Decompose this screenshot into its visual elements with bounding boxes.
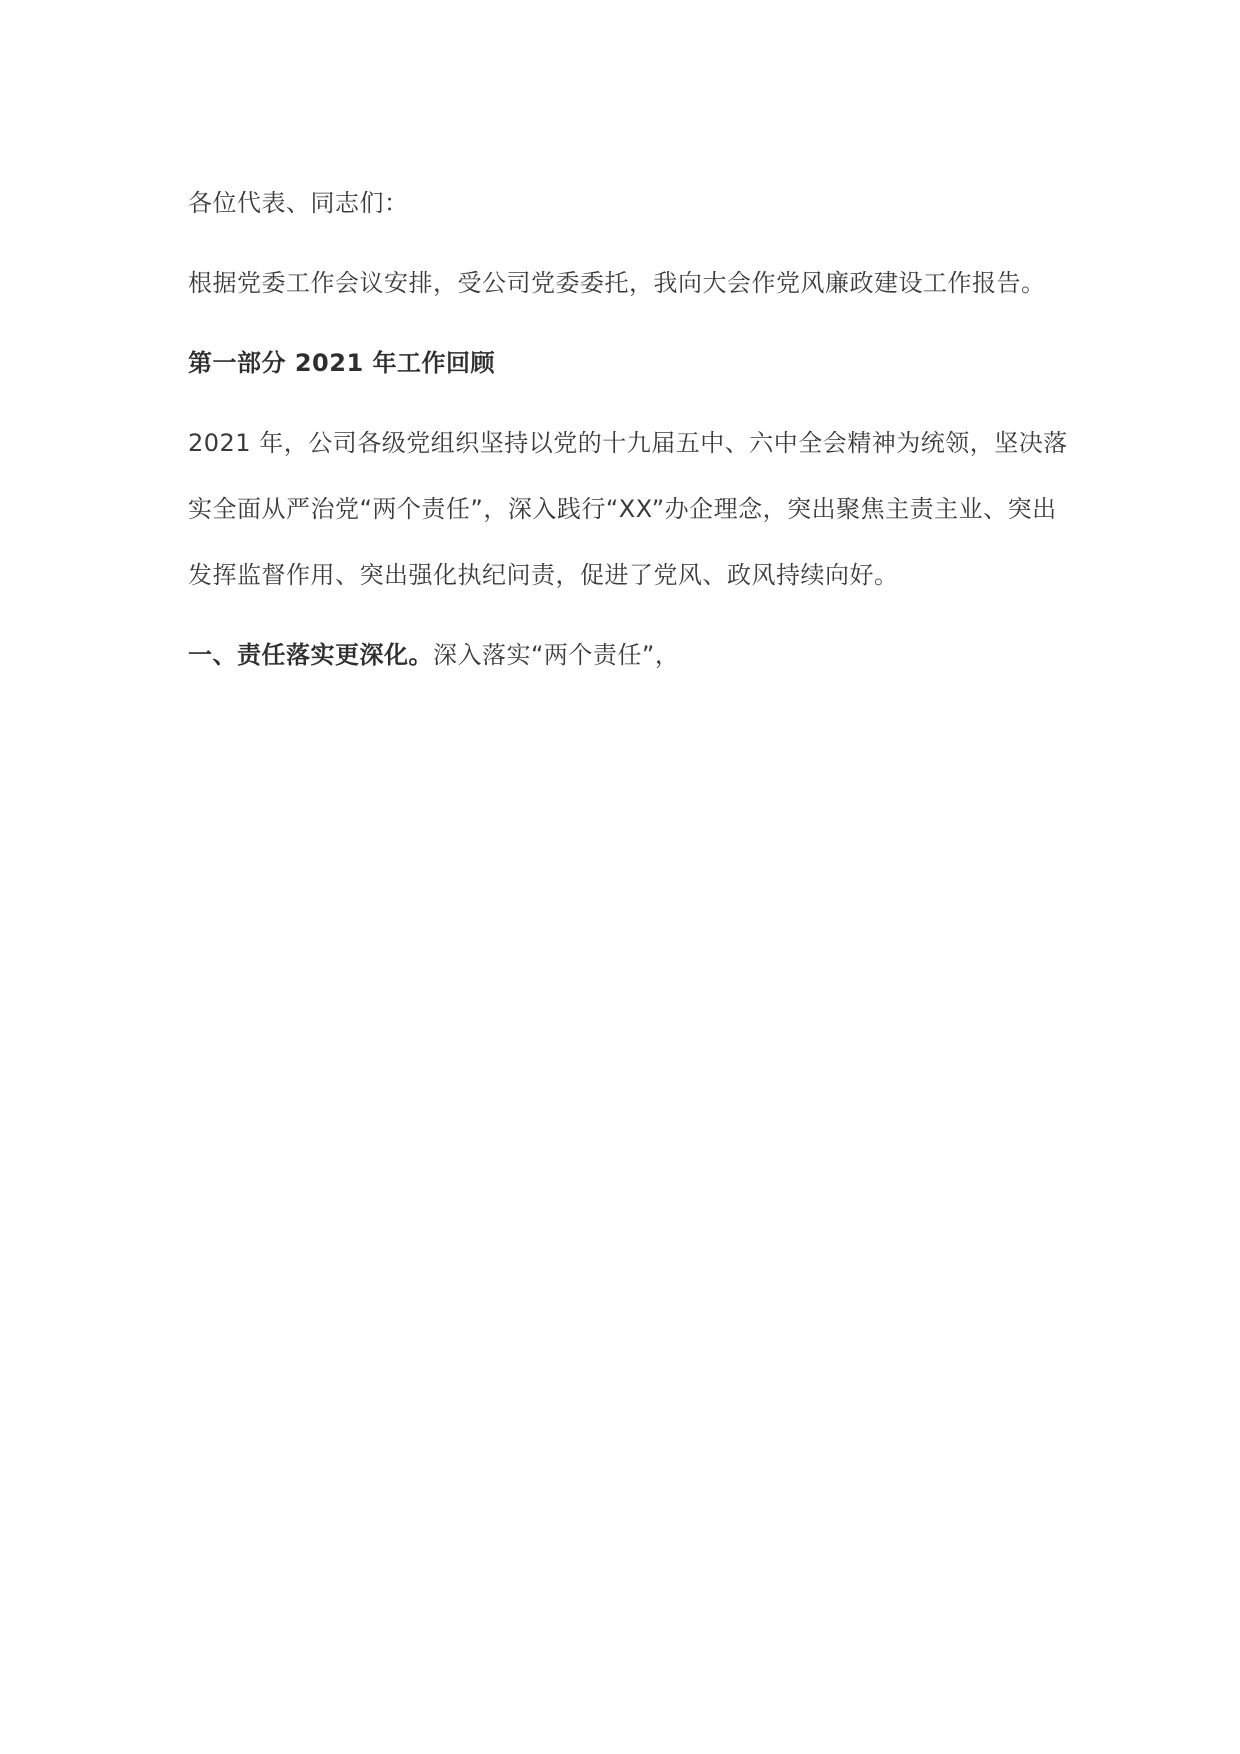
point-one-text: 深入落实“两个责任”， xyxy=(433,641,680,669)
point-one-paragraph xyxy=(188,622,1068,688)
point-one-lead: 一、责任落实更深化。 xyxy=(188,641,433,669)
intro-paragraph: 根据党委工作会议安排，受公司党委委托，我向大会作党风廉政建设工作报告。 xyxy=(188,269,1046,297)
section-heading: 第一部分 2021 年工作回顾 xyxy=(188,349,496,377)
salutation: 各位代表、同志们： xyxy=(188,189,409,217)
document-body xyxy=(188,170,1068,702)
review-paragraph: 2021 年，公司各级党组织坚持以党的十九届五中、六中全会精神为统领，坚决落实全面从严治党“两个责任”，深入践行“XX”办企理念，突出聚焦主责主业、突出发挥监督作用、突出强化执纪问责，促进了党风、政风持续向好。 xyxy=(188,429,1068,589)
